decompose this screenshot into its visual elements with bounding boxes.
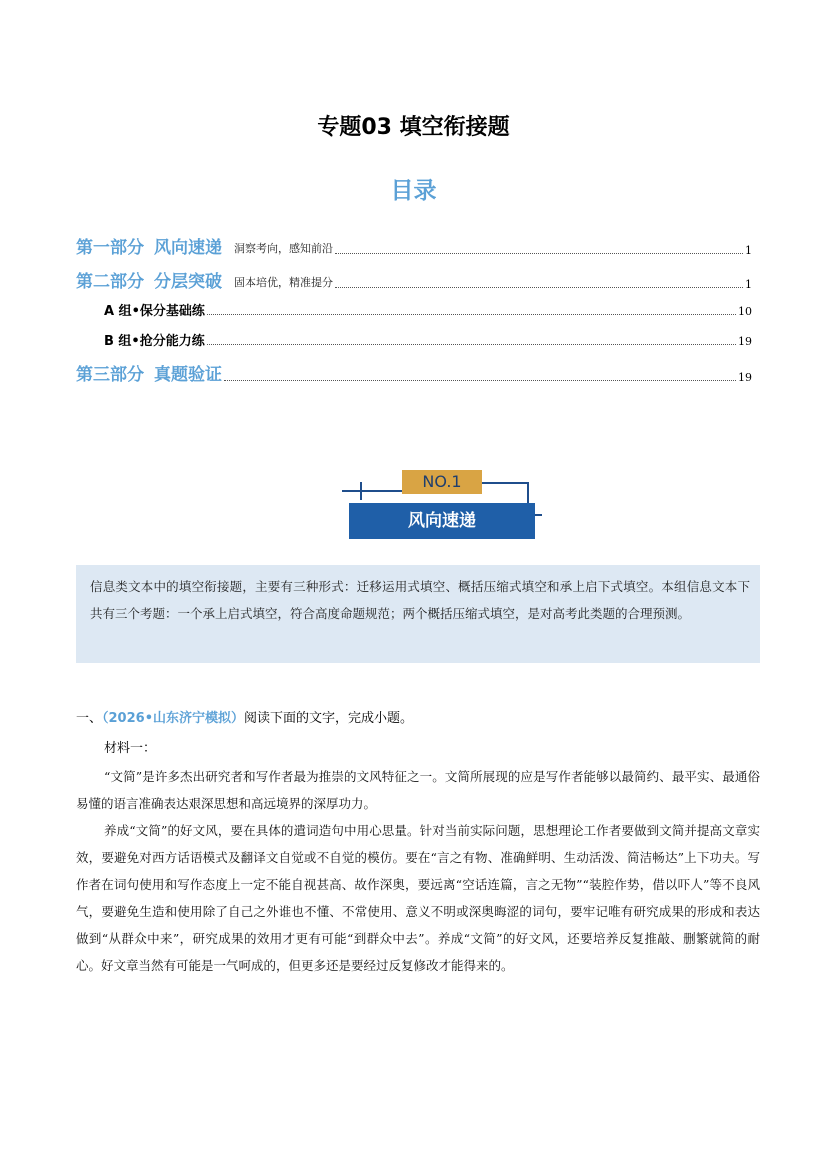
- toc-page-number: 1: [745, 244, 752, 257]
- intro-box: [76, 565, 760, 663]
- toc-part-subtitle: 洞察考向，感知前沿: [234, 242, 333, 255]
- badge-rule-right: [482, 482, 528, 484]
- toc-part-subtitle: 固本培优，精准提分: [234, 276, 333, 289]
- toc-leader-dots: [335, 253, 743, 254]
- toc-entry-group-a[interactable]: [76, 300, 752, 319]
- intro-text: 信息类文本中的填空衔接题，主要有三种形式：迁移运用式填空、概括压缩式填空和承上启下式填空。本组信息文本下共有三个考题：一个承上启式填空，符合高度命题规范；两个概括压缩式填空，是对高考此类题的合理预测。: [90, 579, 750, 621]
- toc-entry-group-b[interactable]: [76, 330, 752, 349]
- page-title: 专题03 填空衔接题: [317, 115, 510, 140]
- badge-number: NO.1: [402, 470, 482, 494]
- badge-rule-drop: [527, 482, 529, 504]
- badge-label: 风向速递: [349, 503, 535, 539]
- toc-part-title: 第二部分 分层突破: [76, 272, 222, 292]
- toc-leader-dots: [207, 344, 736, 345]
- toc-heading: 目录: [390, 178, 437, 204]
- toc-leader-dots: [335, 287, 743, 288]
- toc-group-title: B 组•抢分能力练: [104, 334, 205, 349]
- toc-part-title: 第一部分 风向速递: [76, 238, 222, 258]
- material-paragraph: 养成“文简”的好文风，要在具体的遣词造句中用心思量。针对当前实际问题，思想理论工作者要做到文简并提高文章实效，要避免对西方话语模式及翻译文自觉或不自觉的模仿。要在“言之有物、准确鲜明、生动活泼、简洁畅达”上下功夫。写作者在词句使用和写作态度上一定不能自视甚高、故作深奥，要远离“空话连篇，言之无物”“装腔作势，借以吓人”等不良风气，要避免生造和使用除了自己之外谁也不懂、不常使用、意义不明或深奥晦涩的词句，要牢记唯有研究成果的形成和表达做到“从群众中来”，研究成果的效用才更有可能“到群众中去”。养成“文简”的好文风，还要培养反复推敲、删繁就简的耐心。好文章当然有可能是一气呵成的，但更多还是要经过反复修改才能得来的。: [76, 823, 760, 973]
- badge-rule-left: [342, 490, 402, 492]
- toc-group-title: A 组•保分基础练: [104, 304, 205, 319]
- toc-entry-part-1[interactable]: [76, 233, 752, 258]
- question-prompt: 阅读下面的文字，完成小题。: [244, 711, 414, 726]
- toc-part-title: 第三部分 真题验证: [76, 365, 222, 385]
- section-badge: [342, 470, 542, 542]
- material-paragraph: “文简”是许多杰出研究者和写作者最为推崇的文风特征之一。文简所展现的应是写作者能够以最简约、最平实、最通俗易懂的语言准确表达艰深思想和高远境界的深厚功力。: [76, 769, 760, 811]
- question-heading: [76, 707, 413, 726]
- toc-page-number: 19: [738, 335, 752, 348]
- toc-entry-part-2[interactable]: [76, 267, 752, 292]
- toc-page-number: 19: [738, 371, 752, 384]
- question-number: 一、: [76, 711, 103, 726]
- toc-leader-dots: [224, 380, 736, 381]
- toc-entry-part-3[interactable]: [76, 360, 752, 385]
- material-label: 材料一：: [104, 741, 157, 756]
- toc-page-number: 1: [745, 278, 752, 291]
- question-source: （2026•山东济宁模拟）: [102, 711, 245, 726]
- toc-leader-dots: [207, 314, 736, 315]
- toc-page-number: 10: [738, 305, 752, 318]
- badge-rule-tick: [360, 482, 362, 500]
- badge-rule-end: [535, 514, 542, 516]
